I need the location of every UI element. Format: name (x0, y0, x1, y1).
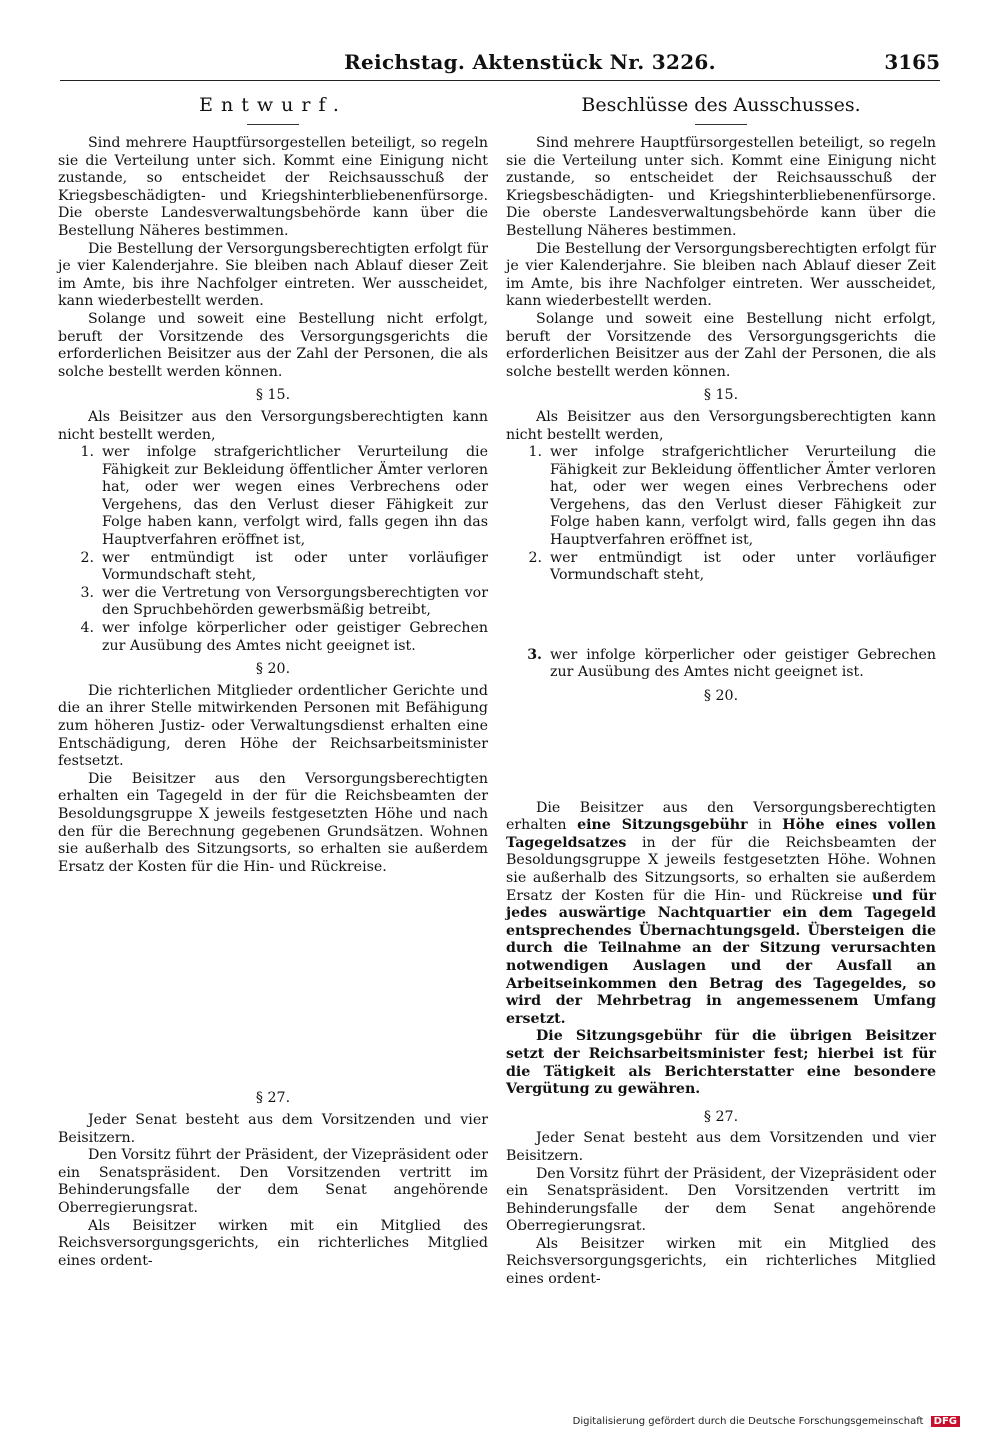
item-text: wer die Vertretung von Versorgungsberechtigten vor den Spruchbehörden gewerbsmäßig betreibt, (102, 584, 488, 619)
list-item (58, 585, 488, 620)
item-number: 4. (80, 620, 94, 637)
right-paragraph: Solange und soweit eine Bestellung nicht erfolgt, beruft der Vorsitzende des Versorgungsgerichts die erforderlichen Beisitzer aus der Zahl der Personen, die als solche bestellt werden können. (506, 310, 936, 380)
list-item (58, 550, 488, 585)
text-run: in der für die Reichsbeamten der Besoldungsgruppe X jeweils festgesetzten Höhe. Wohnen sie außerhalb des Sitzungsorts, so erhalten sie außerdem Ersatz der Kosten für die Hin- und Rückreise (506, 834, 936, 904)
item-text: wer entmündigt ist oder unter vorläufiger Vormundschaft steht, (550, 549, 936, 584)
right-item-list-2 (506, 647, 936, 682)
bold-text-run: eine Sitzungsgebühr (577, 817, 748, 834)
right-paragraph: Sind mehrere Hauptfürsorgestellen beteiligt, so regeln sie die Verteilung unter sich. Kommt eine Einigung nicht zustande, so entscheidet der Reichsausschuß der Kriegsbeschädigten- und Kriegshinterbliebenenfürsorge. Die oberste Landesverwaltungsbehörde kann über die Bestellung Näheres bestimmen. (506, 135, 936, 239)
right-heading: Beschlüsse des Ausschusses. (581, 94, 861, 116)
header-title: Reichstag. Aktenstück Nr. 3226. (344, 50, 716, 74)
text-run: in (747, 817, 783, 834)
dfg-logo: DFG (931, 1416, 960, 1427)
left-paragraph: Die Bestellung der Versorgungsberechtigten erfolgt für je vier Kalenderjahre. Sie bleiben nach Ablauf dieser Zeit im Amte, bis ihre Nachfolger eintreten. Wer ausscheidet, kann wiederbestellt werden. (58, 240, 488, 310)
item-text: wer infolge körperlicher oder geistiger Gebrechen zur Ausübung des Amtes nicht geeignet ist. (102, 620, 488, 654)
right-paragraph-added: Die Sitzungsgebühr für die übrigen Beisitzer setzt der Reichsarbeitsminister fest; hierbei ist für die Tätigkeit als Berichterstatter eine besondere Vergütung zu gewähren. (506, 1028, 936, 1098)
right-paragraph: Jeder Senat besteht aus dem Vorsitzenden und vier Beisitzern. (506, 1130, 936, 1164)
item-number: 3. (527, 646, 542, 663)
left-item-list (58, 444, 488, 655)
bold-text-run: und für jedes auswärtige Nachtquartier ein dem Tagegeld entsprechendes Übernachtungsgeld. Übersteigen die durch die Teilnahme an der Sitzung verursachten notwendigen Auslagen und der Ausfall an Arbeitseinkommen den Betrag des Tagegeldes, so wird der Mehrbetrag in angemessenem Umfang ersetzt. (506, 887, 936, 1027)
left-section-27: § 27. (255, 1090, 291, 1107)
right-paragraph: Den Vorsitz führt der Präsident, der Vizepräsident oder ein Senatspräsident. Den Vorsitzenden vertritt im Behinderungsfalle der dem Senat angehörende Oberregierungsrat. (506, 1165, 936, 1235)
right-section-15: § 15. (703, 387, 739, 404)
left-paragraph: Die Beisitzer aus den Versorgungsberechtigten erhalten ein Tagegeld in der für die Reichsbeamten der Besoldungsgruppe X jeweils festgesetzten Höhe und nach den für die Berechnung gegebenen Grundsätzen. Wohnen sie außerhalb des Sitzungsorts, so erhalten sie außerdem Ersatz der Kosten für die Hin- und Rückreise. (58, 770, 488, 875)
right-paragraph-amended (506, 800, 936, 1029)
page-number: 3165 (884, 50, 940, 74)
digitization-footer (573, 1416, 960, 1427)
left-paragraph: Jeder Senat besteht aus dem Vorsitzenden und vier Beisitzern. (58, 1111, 488, 1146)
right-paragraph: Als Beisitzer aus den Versorgungsberechtigten kann nicht bestellt werden, (506, 408, 936, 443)
page-header (60, 50, 940, 81)
right-section-27: § 27. (703, 1108, 739, 1125)
list-item (58, 620, 488, 655)
list-item (506, 444, 936, 550)
item-number: 3. (80, 584, 94, 601)
item-text: wer infolge strafgerichtlicher Verurteilung die Fähigkeit zur Bekleidung öffentlicher Ämter verloren hat, oder wer wegen eines Verbrechens oder Vergehens, das den Verlust dieser Fähigkeit zur Folge haben kann, verfolgt wird, falls gegen ihn das Hauptverfahren eröffnet ist, (102, 444, 488, 549)
item-number: 2. (528, 549, 542, 566)
left-column (58, 92, 488, 1402)
left-paragraph: Solange und soweit eine Bestellung nicht erfolgt, beruft der Vorsitzende des Versorgungsgerichts die erforderlichen Beisitzer aus der Zahl der Personen, die als solche bestellt werden können. (58, 310, 488, 380)
item-number: 1. (80, 444, 94, 461)
left-paragraph: Die richterlichen Mitglieder ordentlicher Gerichte und die an ihrer Stelle mitwirkenden Personen mit Befähigung zum höheren Justiz- oder Verwaltungsdienst erhalten eine Entschädigung, deren Höhe der Reichsarbeitsminister festsetzt. (58, 682, 488, 770)
bold-text-run: Höhe eines vollen Tagegeldsatzes (506, 817, 936, 851)
left-paragraph: Als Beisitzer wirken mit ein Mitglied des Reichsversorgungsgerichts, ein richterliches Mitglied eines ordent- (58, 1217, 488, 1269)
right-paragraph: Die Bestellung der Versorgungsberechtigten erfolgt für je vier Kalenderjahre. Sie bleiben nach Ablauf dieser Zeit im Amte, bis ihre Nachfolger eintreten. Wer ausscheidet, kann wiederbestellt werden. (506, 240, 936, 310)
right-paragraph: Als Beisitzer wirken mit ein Mitglied des Reichsversorgungsgerichts, ein richterliches Mitglied eines ordent- (506, 1235, 936, 1288)
text-run: Die Beisitzer aus den Versorgungsberechtigten erhalten (506, 799, 936, 834)
left-section-15: § 15. (255, 387, 291, 404)
footer-text: Digitalisierung gefördert durch die Deutsche Forschungsgemeinschaft (572, 1416, 924, 1427)
right-column (506, 92, 936, 1402)
right-heading-rule (695, 124, 747, 125)
item-text: wer infolge strafgerichtlicher Verurteilung die Fähigkeit zur Bekleidung öffentlicher Ämter verloren hat, oder wer wegen eines Verbrechens oder Vergehens, das den Verlust dieser Fähigkeit zur Folge haben kann, verfolgt wird, falls gegen ihn das Hauptverfahren eröffnet ist, (550, 444, 936, 549)
list-item (506, 647, 936, 682)
left-paragraph: Sind mehrere Hauptfürsorgestellen beteiligt, so regeln sie die Verteilung unter sich. Kommt eine Einigung nicht zustande, so entscheidet der Reichsausschuß der Kriegsbeschädigten- und Kriegshinterbliebenenfürsorge. Die oberste Landesverwaltungsbehörde kann über die Bestellung Näheres bestimmen. (58, 135, 488, 239)
left-paragraph: Als Beisitzer aus den Versorgungsberechtigten kann nicht bestellt werden, (58, 408, 488, 443)
left-heading-rule (247, 124, 299, 125)
list-item (506, 550, 936, 585)
left-heading: Entwurf. (199, 94, 347, 116)
list-item (58, 444, 488, 550)
item-number: 1. (528, 444, 542, 461)
right-item-list (506, 444, 936, 585)
item-text: wer infolge körperlicher oder geistiger Gebrechen zur Ausübung des Amtes nicht geeignet ist. (550, 646, 936, 681)
left-section-20: § 20. (255, 661, 291, 678)
left-paragraph: Den Vorsitz führt der Präsident, der Vizepräsident oder ein Senatspräsident. Den Vorsitzenden vertritt im Behinderungsfalle der dem Senat angehörende Oberregierungsrat. (58, 1147, 488, 1216)
item-text: wer entmündigt ist oder unter vorläufiger Vormundschaft steht, (102, 549, 488, 584)
right-section-20: § 20. (703, 688, 739, 705)
item-number: 2. (80, 549, 94, 566)
